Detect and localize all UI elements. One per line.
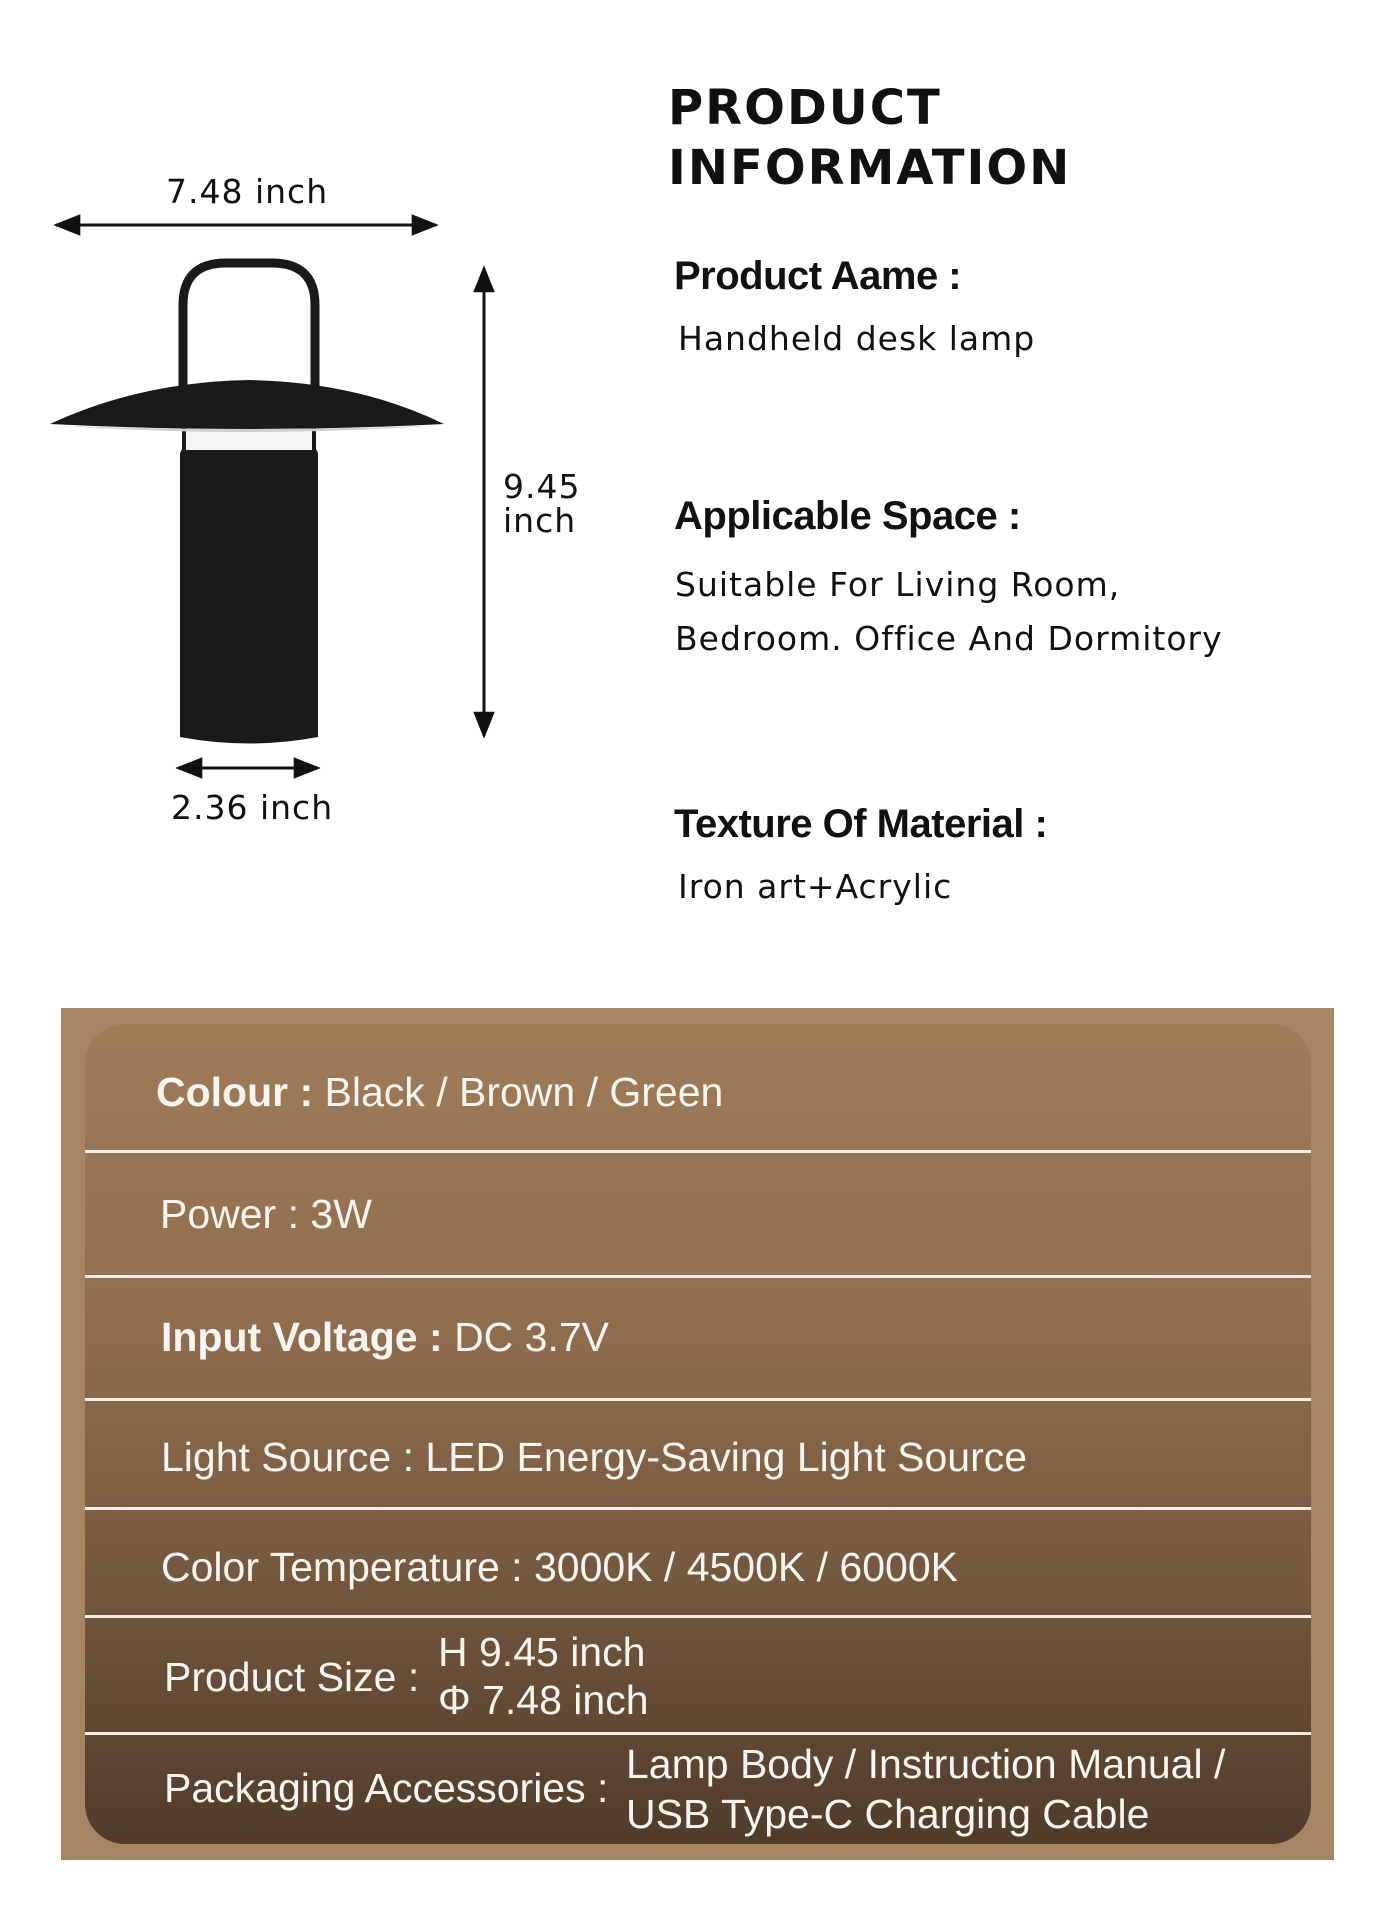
spec-panel <box>61 1008 1334 1860</box>
spec-light-source: Light Source : LED Energy-Saving Light Source <box>161 1434 1028 1480</box>
lamp-body <box>180 447 318 744</box>
spec-packaging-line-1: Lamp Body / Instruction Manual / <box>626 1741 1226 1787</box>
spec-product-size-height: H 9.45 inch <box>438 1629 646 1675</box>
product-name-label: Product Aame : <box>674 254 962 298</box>
spec-product-size-value <box>438 1628 649 1724</box>
spec-product-size-label: Product Size : <box>164 1654 420 1700</box>
spec-colour-label: Colour : <box>156 1069 314 1115</box>
spec-color-temperature: Color Temperature : 3000K / 4500K / 6000K <box>161 1544 958 1590</box>
spec-input-voltage-label: Input Voltage : <box>161 1314 443 1360</box>
height-value: 9.45 <box>503 467 581 506</box>
spec-product-size-diameter: Φ 7.48 inch <box>438 1677 649 1723</box>
spec-divider <box>85 1615 1311 1618</box>
applicable-space-label: Applicable Space : <box>674 494 1021 538</box>
applicable-space-value <box>675 558 1223 666</box>
spec-panel-inner <box>85 1024 1311 1844</box>
spec-colour <box>156 1069 723 1116</box>
spec-colour-value: Black / Brown / Green <box>324 1069 724 1115</box>
spec-divider <box>85 1398 1311 1401</box>
spec-input-voltage-value: DC 3.7V <box>454 1314 610 1360</box>
lamp-shade <box>50 380 444 429</box>
spec-packaging-line-2: USB Type-C Charging Cable <box>626 1791 1150 1837</box>
spec-power: Power : 3W <box>160 1191 372 1237</box>
material-value: Iron art+Acrylic <box>678 867 953 906</box>
spec-packaging-label: Packaging Accessories : <box>164 1765 609 1811</box>
height-unit: inch <box>503 501 577 540</box>
product-name-value: Handheld desk lamp <box>678 319 1036 358</box>
spec-divider <box>85 1732 1311 1735</box>
height-label <box>503 467 581 540</box>
spec-divider <box>85 1275 1311 1278</box>
spec-divider <box>85 1150 1311 1153</box>
base-label: 2.36 inch <box>171 788 334 827</box>
spec-packaging-value <box>626 1739 1225 1839</box>
page-title <box>668 78 1071 198</box>
page-title-line-2: INFORMATION <box>668 140 1072 196</box>
applicable-space-line-2: Bedroom. Office And Dormitory <box>675 619 1223 658</box>
spec-divider <box>85 1507 1311 1510</box>
spec-input-voltage <box>161 1314 609 1361</box>
applicable-space-line-1: Suitable For Living Room, <box>675 565 1121 604</box>
page-title-line-1: PRODUCT <box>668 80 942 136</box>
width-label: 7.48 inch <box>166 172 329 211</box>
material-label: Texture Of Material : <box>674 802 1048 846</box>
lamp-dimension-diagram <box>0 0 640 840</box>
